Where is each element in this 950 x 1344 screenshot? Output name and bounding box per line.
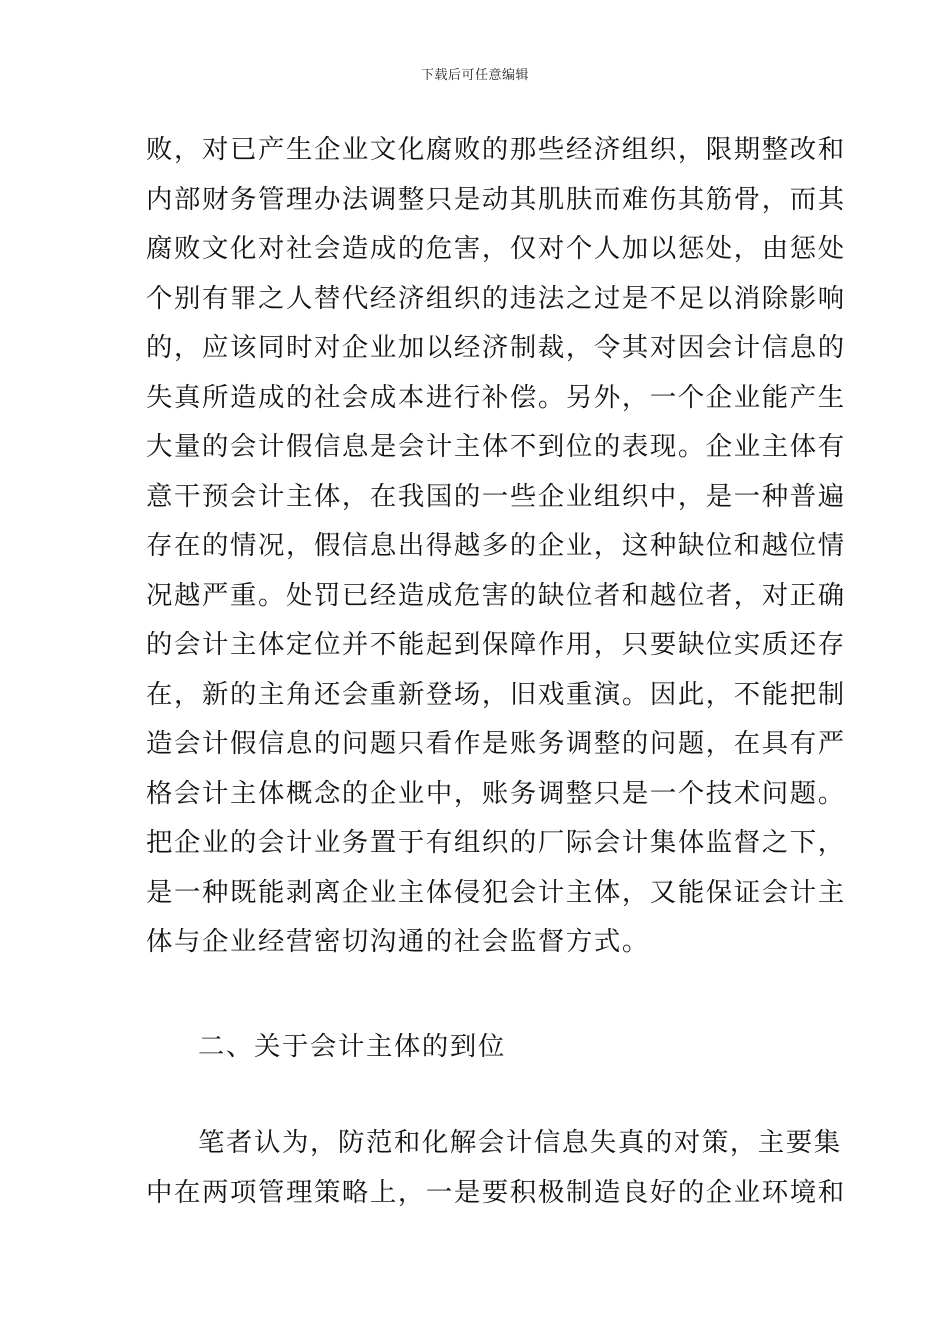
text-line: 体与企业经营密切沟通的社会监督方式。	[146, 926, 650, 957]
text-line: 内部财务管理办法调整只是动其肌肤而难伤其筋骨，而其	[146, 183, 846, 215]
page-header-note: 下载后可任意编辑	[420, 68, 529, 83]
text-line: 造会计假信息的问题只看作是账务调整的问题，在具有严	[146, 728, 846, 759]
text-line: 格会计主体概念的企业中，账务调整只是一个技术问题。	[146, 777, 846, 809]
text-line: 笔者认为，防范和化解会计信息失真的对策，主要集	[198, 1127, 842, 1158]
text-line: 失真所造成的社会成本进行补偿。另外，一个企业能产生	[146, 381, 846, 413]
text-line: 大量的会计假信息是会计主体不到位的表现。企业主体有	[146, 431, 846, 462]
text-line: 的，应该同时对企业加以经济制裁，令其对因会计信息的	[146, 332, 846, 363]
text-line: 败，对已产生企业文化腐败的那些经济组织，限期整改和	[146, 134, 846, 165]
text-line: 个别有罪之人替代经济组织的违法之过是不足以消除影响	[146, 282, 846, 314]
section-heading: 二、关于会计主体的到位	[198, 1031, 506, 1062]
text-line: 意干预会计主体，在我国的一些企业组织中，是一种普遍	[146, 480, 846, 512]
text-line: 是一种既能剥离企业主体侵犯会计主体，又能保证会计主	[146, 876, 846, 908]
text-line: 中在两项管理策略上，一是要积极制造良好的企业环境和	[146, 1176, 846, 1208]
text-line: 况越严重。处罚已经造成危害的缺位者和越位者，对正确	[146, 579, 846, 611]
body-paragraph-2	[146, 1118, 846, 1217]
text-line: 的会计主体定位并不能起到保障作用，只要缺位实质还存	[146, 629, 846, 660]
text-line: 存在的情况，假信息出得越多的企业，这种缺位和越位情	[146, 530, 846, 561]
text-line: 腐败文化对社会造成的危害，仅对个人加以惩处，由惩处	[146, 233, 846, 264]
text-line: 在，新的主角还会重新登场，旧戏重演。因此，不能把制	[146, 678, 846, 710]
text-line: 把企业的会计业务置于有组织的厂际会计集体监督之下，	[146, 827, 846, 858]
body-paragraph-1	[146, 125, 846, 967]
